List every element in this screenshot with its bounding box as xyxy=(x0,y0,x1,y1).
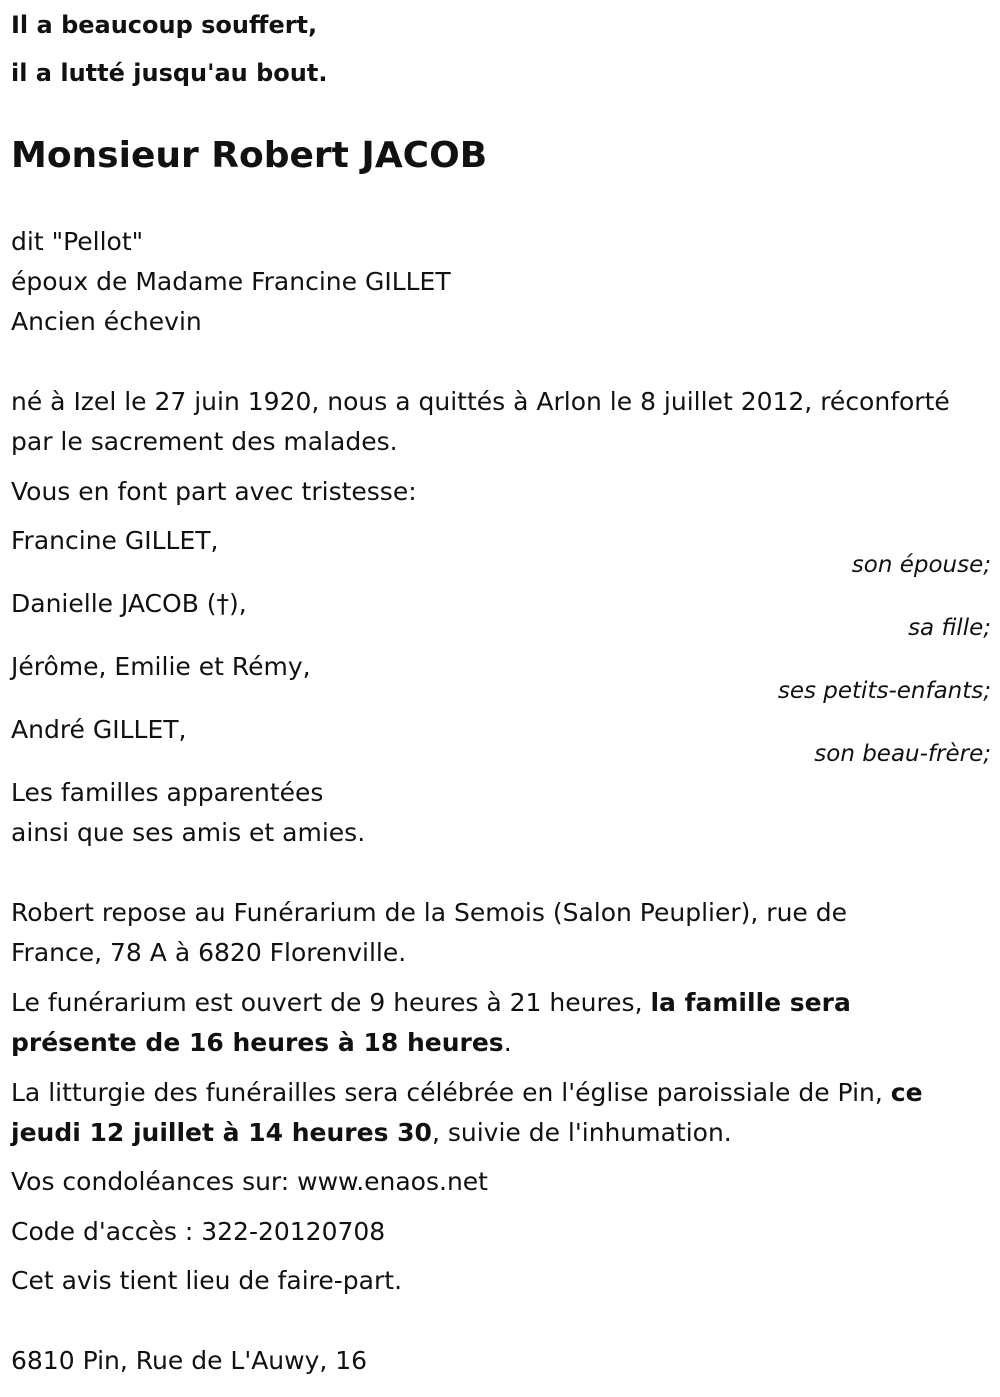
family-member-relation: sa fille; xyxy=(908,615,991,641)
notice-line: Cet avis tient lieu de faire-part. xyxy=(11,1266,403,1295)
family-member-relation: son beau-frère; xyxy=(814,741,991,767)
family-member-name: Danielle JACOB (†), xyxy=(11,589,247,618)
birth-death-line-1: né à Izel le 27 juin 1920, nous a quittés à Arlon le 8 juillet 2012, réconforté xyxy=(11,387,950,416)
epigraph-line-1: Il a beaucoup souffert, xyxy=(11,11,318,39)
funeral-emphasis: ce xyxy=(890,1078,923,1107)
spouse-line: époux de Madame Francine GILLET xyxy=(11,267,451,296)
funeral-text: , suivie de l'inhumation. xyxy=(431,1118,732,1147)
announcement-intro: Vous en font part avec tristesse: xyxy=(11,477,417,506)
visiting-hours-text: Le funérarium est ouvert de 9 heures à 21 heures, xyxy=(11,988,651,1017)
address-line: 6810 Pin, Rue de L'Auwy, 16 xyxy=(11,1346,368,1375)
visiting-hours-text: . xyxy=(503,1028,512,1057)
deceased-name: Monsieur Robert JACOB xyxy=(11,135,488,176)
former-title: Ancien échevin xyxy=(11,307,202,336)
family-member-name: André GILLET, xyxy=(11,715,187,744)
extended-family-line-2: ainsi que ses amis et amies. xyxy=(11,818,366,847)
nickname: dit "Pellot" xyxy=(11,227,144,256)
family-member-relation: ses petits-enfants; xyxy=(777,678,991,704)
funeral-emphasis: jeudi 12 juillet à 14 heures 30 xyxy=(11,1118,432,1147)
extended-family-line-1: Les familles apparentées xyxy=(11,778,324,807)
access-code-line: Code d'accès : 322-20120708 xyxy=(11,1217,386,1246)
visiting-hours-line-2 xyxy=(11,1028,512,1058)
family-member-name: Jérôme, Emilie et Rémy, xyxy=(11,652,311,681)
repose-line-1: Robert repose au Funérarium de la Semois (Salon Peuplier), rue de xyxy=(11,898,847,927)
funeral-line-1 xyxy=(11,1078,923,1108)
condolences-line: Vos condoléances sur: www.enaos.net xyxy=(11,1167,488,1196)
visiting-hours-line-1 xyxy=(11,988,851,1018)
funeral-line-2 xyxy=(11,1118,732,1148)
funeral-text: La litturgie des funérailles sera célébrée en l'église paroissiale de Pin, xyxy=(11,1078,891,1107)
family-member-relation: son épouse; xyxy=(851,552,991,578)
repose-line-2: France, 78 A à 6820 Florenville. xyxy=(11,938,407,967)
visiting-hours-emphasis: la famille sera xyxy=(650,988,851,1017)
visiting-hours-emphasis: présente de 16 heures à 18 heures xyxy=(11,1028,504,1057)
family-member-name: Francine GILLET, xyxy=(11,526,219,555)
epigraph-line-2: il a lutté jusqu'au bout. xyxy=(11,59,328,87)
birth-death-line-2: par le sacrement des malades. xyxy=(11,427,398,456)
